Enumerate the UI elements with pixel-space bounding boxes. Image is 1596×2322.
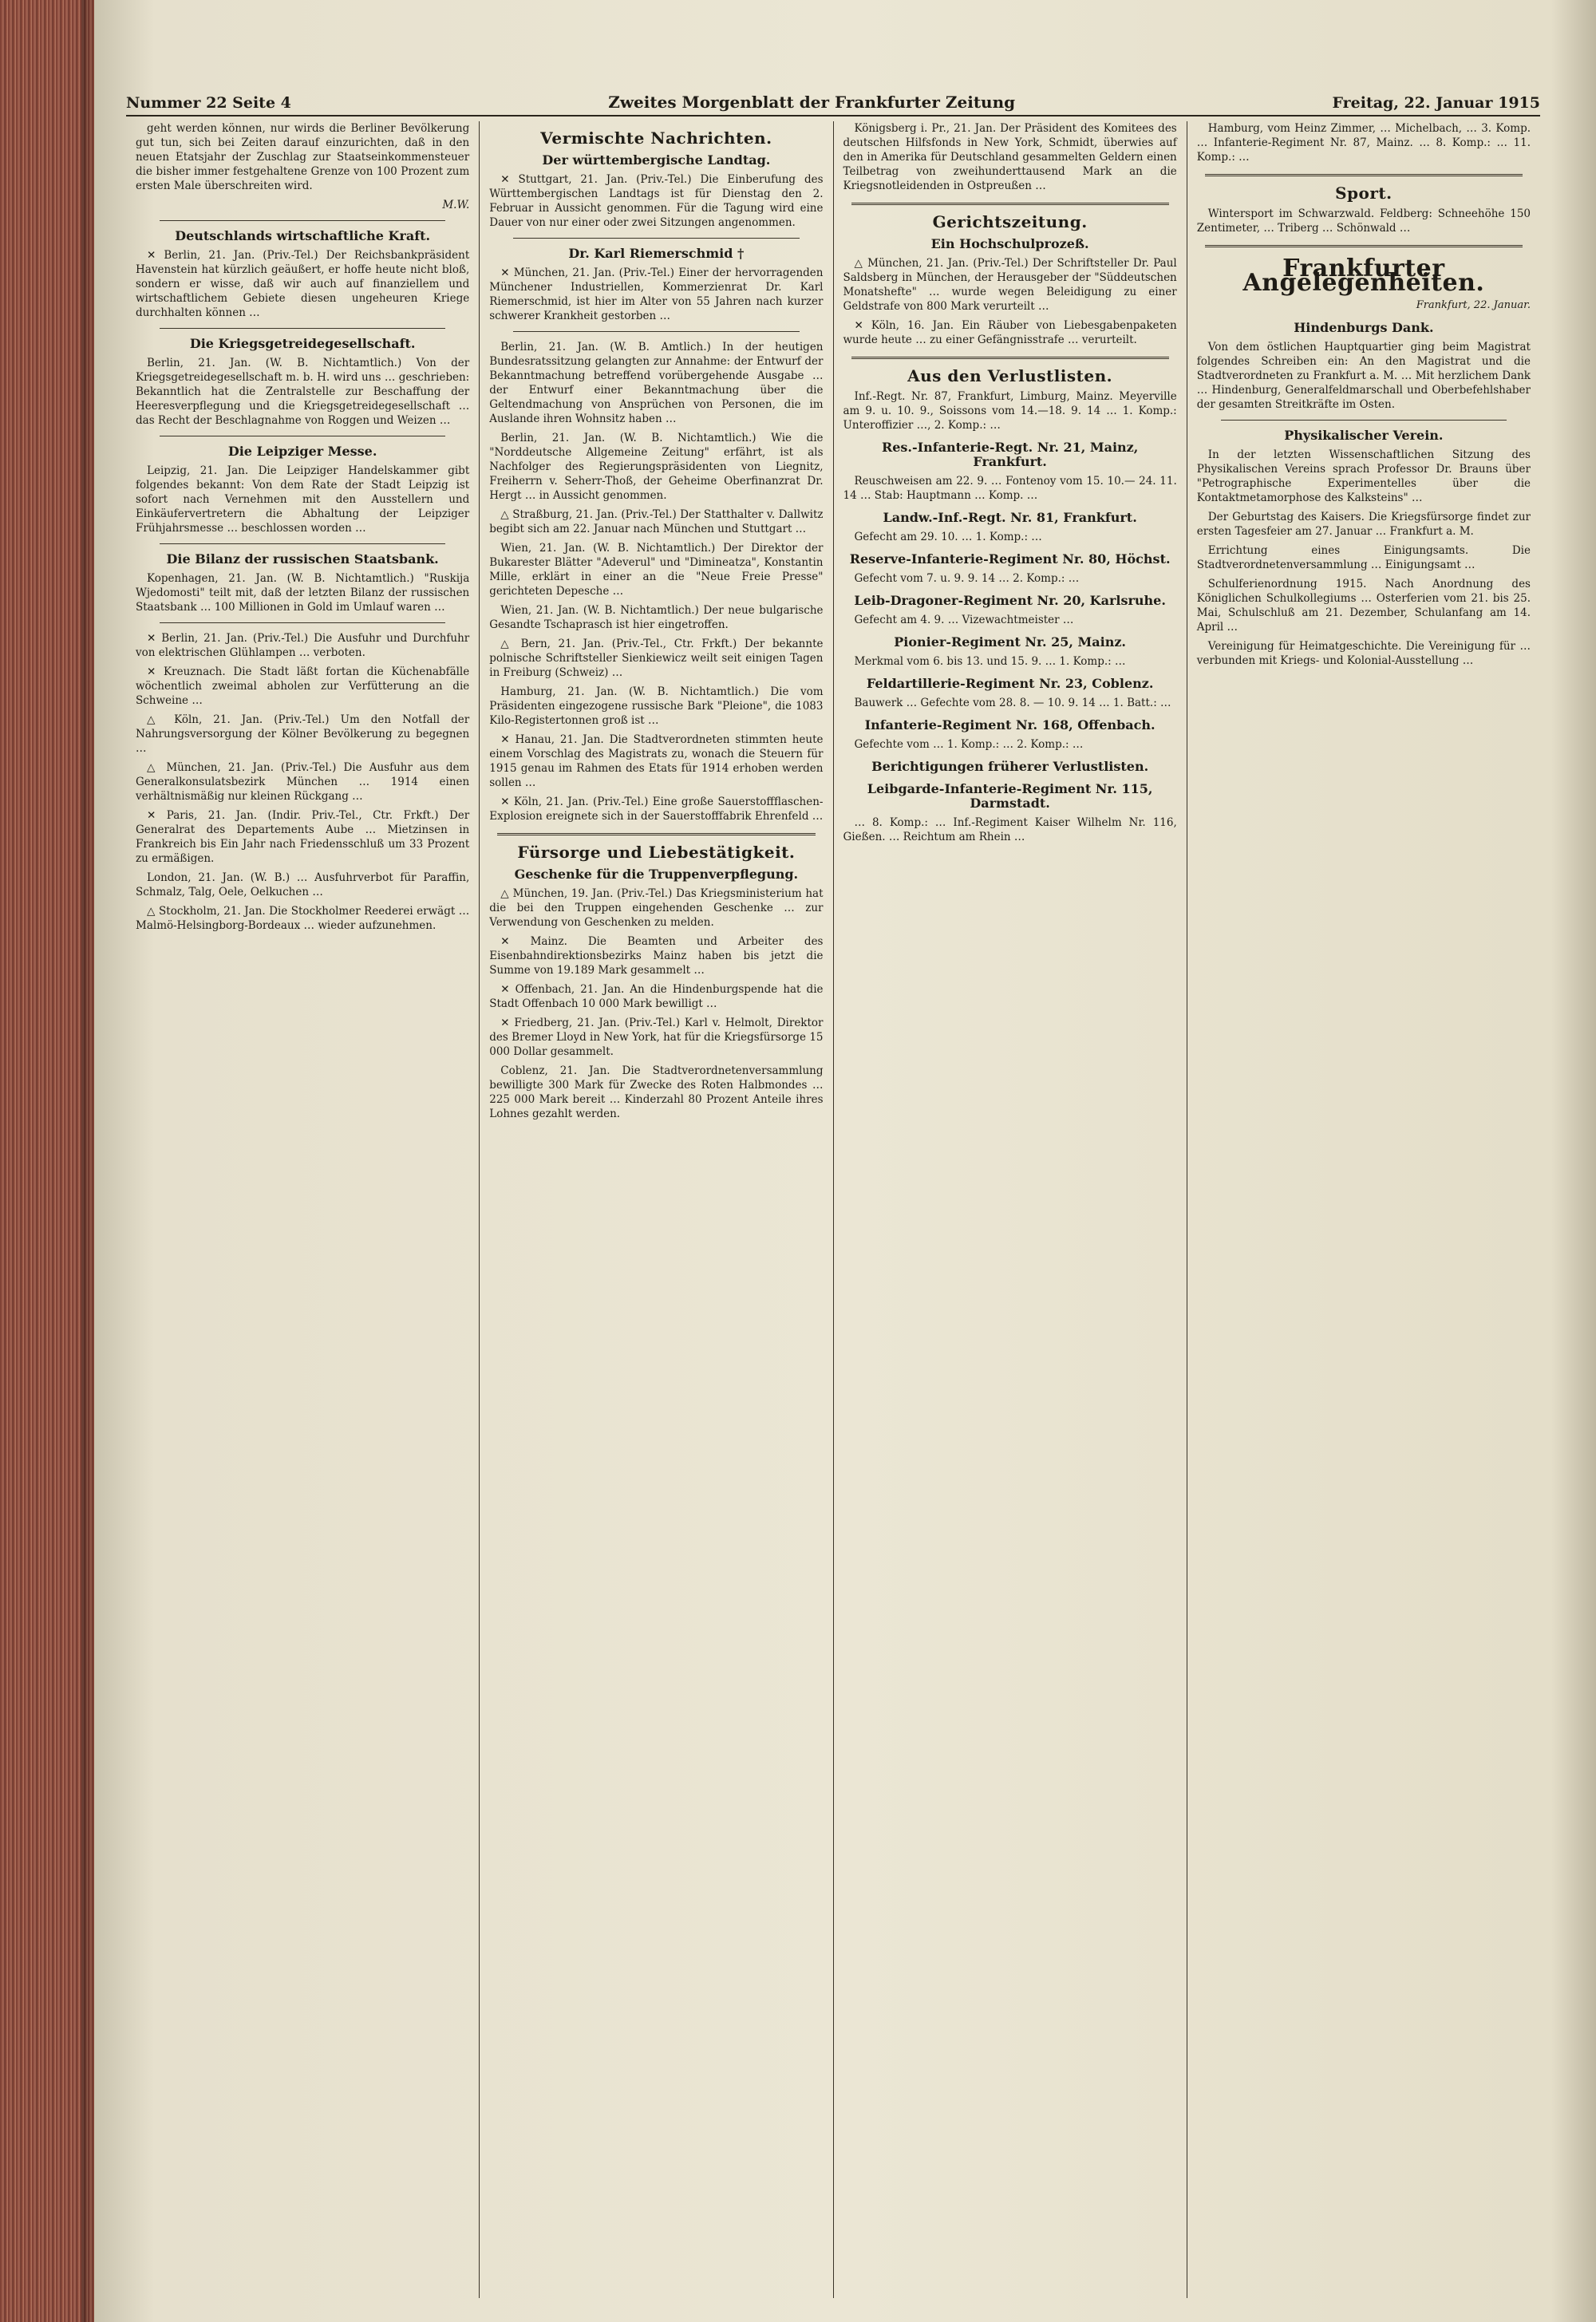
section-title: Aus den Verlustlisten. — [907, 366, 1113, 385]
section-title: Sport. — [1335, 184, 1393, 203]
article-text: Merkmal vom 6. bis 13. und 15. 9. … 1. Komp.: … — [854, 655, 1126, 668]
article-text: △ Straßburg, 21. Jan. (Priv.-Tel.) Der Statthalter v. Dallwitz begibt sich am 22. Januar nach München und Stuttgart … — [489, 508, 824, 535]
divider — [513, 238, 799, 239]
section-heading: Reserve-Infanterie-Regiment Nr. 80, Höchst. — [849, 551, 1171, 567]
article-text: ✕ Hanau, 21. Jan. Die Stadtverordneten stimmten heute einem Vorschlag des Magistrats zu, wonach die Steuern für 1915 genau im Rahmen des Etats für 1914 erhoben werden sollen … — [489, 733, 824, 789]
article-text: ✕ Berlin, 21. Jan. (Priv.-Tel.) Die Ausfuhr und Durchfuhr von elektrischen Glühlampen … verboten. — [136, 632, 470, 659]
article-text: Berlin, 21. Jan. (W. B. Nichtamtlich.) Von der Kriegsgetreidegesellschaft m. b. H. wird uns … geschrieben: Bekanntlich hat die Zentralstelle zur Beschaffung der Heeresverpflegung und die Kriegsgetreidegesellschaft … das Recht der Beschlagnahme von Roggen und Weizen … — [136, 357, 470, 427]
book-binding — [0, 0, 94, 2322]
section-heading: Dr. Karl Riemerschmid † — [568, 246, 745, 261]
article-text: Königsberg i. Pr., 21. Jan. Der Präsident des Komitees des deutschen Hilfsfonds in New York, Schmidt, überwies auf den in Amerika für Deutschland gesammelten Geldern einen Teilbetrag von zweihunderttausend Mark an die Kriegsnotleidenden in Ostpreußen … — [843, 122, 1177, 192]
column-3 — [834, 121, 1187, 2298]
article-text: Wien, 21. Jan. (W. B. Nichtamtlich.) Der neue bulgarische Gesandte Tschaprasch ist hier eingetroffen. — [489, 604, 824, 631]
article-text: Hamburg, vom Heinz Zimmer, … Michelbach, … 3. Komp. … Infanterie-Regiment Nr. 87, Mainz. … 8. Komp.: … 11. Komp.: … — [1196, 122, 1531, 164]
article-text: Gefecht am 4. 9. … Vizewachtmeister … — [854, 614, 1074, 626]
article-text: ✕ Paris, 21. Jan. (Indir. Priv.-Tel., Ctr. Frkft.) Der Generalrat des Departements Aube … Mietzinsen in Frankreich bis Ein Jahr nach Friedensschluß um 33 Prozent zu ermäßigen. — [136, 809, 470, 865]
article-text: Gefechte vom … 1. Komp.: … 2. Komp.: … — [854, 738, 1084, 751]
article-text: Von dem östlichen Hauptquartier ging beim Magistrat folgendes Schreiben ein: An den Magistrat und die Stadtverordneten zu Frankfurt a. M. … Mit herzlichem Dank … Hindenburg, Generalfeldmarschall und Oberbefehlshaber der gesamten Streitkräfte im Osten. — [1196, 341, 1531, 411]
column-2 — [480, 121, 833, 2298]
article-text: △ Bern, 21. Jan. (Priv.-Tel., Ctr. Frkft.) Der bekannte polnische Schriftsteller Sienkiewicz weilt seit einigen Tagen in Freiburg (Schweiz) … — [489, 638, 824, 679]
article-text: Bauwerk … Gefechte vom 28. 8. — 10. 9. 14 … 1. Batt.: … — [854, 697, 1171, 709]
article-text: △ München, 21. Jan. (Priv.-Tel.) Die Ausfuhr aus dem Generalkonsulatsbezirk München … 1914 einen verhältnismäßig nur kleinen Rückgang … — [136, 761, 470, 803]
section-heading: Berichtigungen früherer Verlustlisten. — [871, 759, 1149, 774]
article-text: Coblenz, 21. Jan. Die Stadtverordnetenversammlung bewilligte 300 Mark für Zwecke des Roten Halbmondes … 225 000 Mark bereit … Kinderzahl 80 Prozent Anteile ihres Lohnes gezahlt werden. — [489, 1064, 824, 1120]
article-text: … 8. Komp.: … Inf.-Regiment Kaiser Wilhelm Nr. 116, Gießen. … Reichtum am Rhein … — [843, 816, 1177, 843]
article-text: Gefecht vom 7. u. 9. 9. 14 … 2. Komp.: … — [854, 572, 1080, 585]
section-title: Gerichtszeitung. — [932, 212, 1088, 231]
divider — [160, 543, 445, 544]
divider — [851, 203, 1169, 205]
article-text: Vereinigung für Heimatgeschichte. Die Vereinigung für … verbunden mit Kriegs- und Kolonial-Ausstellung … — [1196, 640, 1531, 667]
divider — [513, 331, 799, 332]
section-heading: Deutschlands wirtschaftliche Kraft. — [175, 228, 431, 243]
section-heading: Leibgarde-Infanterie-Regiment Nr. 115, Darmstadt. — [867, 781, 1153, 811]
dateline: Frankfurt, 22. Januar. — [1416, 299, 1531, 311]
article-text: ✕ Offenbach, 21. Jan. An die Hindenburgspende hat die Stadt Offenbach 10 000 Mark bewilligt … — [489, 983, 824, 1010]
section-heading: Pionier-Regiment Nr. 25, Mainz. — [894, 634, 1126, 650]
article-text: Errichtung eines Einigungsamts. Die Stadtverordnetenversammlung … Einigungsamt … — [1196, 544, 1531, 571]
section-heading: Der württembergische Landtag. — [542, 152, 771, 168]
section-heading: Infanterie-Regiment Nr. 168, Offenbach. — [864, 717, 1156, 733]
section-heading: Die Kriegsgetreidegesellschaft. — [189, 336, 416, 351]
article-text: Leipzig, 21. Jan. Die Leipziger Handelskammer gibt folgendes bekannt: Von dem Rate der Stadt Leipzig ist sofort nach Vernehmen mit den Ausstellern und Einkäufervertretern die Abhaltung der Leipziger Frühjahrsmesse … beschlossen worden … — [136, 464, 470, 535]
article-text: Gefecht am 29. 10. … 1. Komp.: … — [854, 531, 1042, 543]
article-text: ✕ Kreuznach. Die Stadt läßt fortan die Küchenabfälle wöchentlich zweimal abholen zur Verfütterung an die Schweine … — [136, 665, 470, 707]
section-heading: Die Bilanz der russischen Staatsbank. — [166, 551, 439, 567]
article-text: ✕ Stuttgart, 21. Jan. (Priv.-Tel.) Die Einberufung des Württembergischen Landtags ist für Dienstag den 2. Februar in Aussicht genommen. Für die Tagung wird eine Dauer von nur einer oder zwei Sitzungen angenommen. — [489, 173, 824, 229]
divider — [497, 833, 815, 835]
section-heading: Feldartillerie-Regiment Nr. 23, Coblenz. — [866, 676, 1154, 691]
divider — [160, 220, 445, 221]
article-text: ✕ Berlin, 21. Jan. (Priv.-Tel.) Der Reichsbankpräsident Havenstein hat kürzlich geäußert, er hoffe heute nicht bloß, sondern er wisse, daß wir auch auf finanziellem und wirtschaftlichem Gebiete diesen ungeheuren Kriege durchhalten können … — [136, 249, 470, 319]
section-heading: Leib-Dragoner-Regiment Nr. 20, Karlsruhe. — [854, 593, 1166, 608]
article-text: Hamburg, 21. Jan. (W. B. Nichtamtlich.) Die vom Präsidenten eingezogene russische Bark "Pleione", die 1083 Kilo-Registertonnen groß ist … — [489, 685, 824, 727]
divider — [160, 328, 445, 329]
article-text: △ München, 21. Jan. (Priv.-Tel.) Der Schriftsteller Dr. Paul Saldsberg in München, der Herausgeber der "Süddeutschen Monatshefte" … wurde wegen Beleidigung zu einer Geldstrafe von 800 Mark verurteilt … — [843, 257, 1177, 313]
author-signature: M.W. — [442, 199, 470, 211]
divider — [1205, 174, 1523, 176]
divider — [851, 357, 1169, 359]
article-text: Inf.-Regt. Nr. 87, Frankfurt, Limburg, Mainz. Meyerville am 9. u. 10. 9., Soissons vom 14.—18. 9. 14 … 1. Komp.: Unteroffizier …, 2. Komp.: … — [843, 390, 1177, 432]
article-text: ✕ Mainz. Die Beamten und Arbeiter des Eisenbahndirektionsbezirks Mainz haben bis jetzt die Summe von 19.189 Mark gesammelt … — [489, 935, 824, 977]
article-text: △ Köln, 21. Jan. (Priv.-Tel.) Um den Notfall der Nahrungsversorgung der Kölner Bevölkerung zu begegnen … — [136, 713, 470, 755]
article-text: Kopenhagen, 21. Jan. (W. B. Nichtamtlich.) "Ruskija Wjedomosti" teilt mit, daß der letzten Bilanz der russischen Staatsbank … 100 Millionen in Gold im Umlauf waren … — [136, 572, 470, 614]
header-date: Freitag, 22. Januar 1915 — [1332, 94, 1540, 112]
page-header — [126, 80, 1540, 116]
article-text: Berlin, 21. Jan. (W. B. Nichtamtlich.) Wie die "Norddeutsche Allgemeine Zeitung" erfährt, ist als Nachfolger des Regierungspräsidenten von Liegnitz, Freiherrn v. Seherr-Thoß, der Geheime Oberfinanzrat Dr. Hergt … in Aussicht genommen. — [489, 432, 824, 502]
newspaper-page — [94, 0, 1596, 2322]
section-heading: Ein Hochschulprozeß. — [930, 236, 1089, 251]
header-masthead: Zweites Morgenblatt der Frankfurter Zeitung — [608, 93, 1016, 112]
section-heading: Geschenke für die Truppenverpflegung. — [514, 867, 799, 882]
section-heading: Die Leipziger Messe. — [227, 444, 377, 459]
divider — [160, 622, 445, 623]
divider — [1221, 420, 1507, 421]
article-text: geht werden können, nur wirds die Berliner Bevölkerung gut tun, sich bei Zeiten darauf einzurichten, daß in den neuen Etatsjahr der Zuschlag zur Staatseinkommensteuer die bisher immer festgehaltene Grenze von 100 Prozent zum ersten Male überschreiten wird. — [136, 122, 470, 192]
article-text: In der letzten Wissenschaftlichen Sitzung des Physikalischen Vereins sprach Professor Dr. Brauns über "Petrographische Experimentelles über die Kontaktmetamorphose des Kalksteins" … — [1196, 448, 1531, 504]
article-text: Berlin, 21. Jan. (W. B. Amtlich.) In der heutigen Bundesratssitzung gelangten zur Annahme: der Entwurf der Bekanntmachung betreffend vorübergehende Ausgabe … der Entwurf einer Bekanntmachung über die Geltendmachung von Ansprüchen von Personen, die im Auslande ihren Wohnsitz haben … — [489, 341, 824, 425]
section-heading: Physikalischer Verein. — [1284, 428, 1444, 443]
divider — [1205, 245, 1523, 247]
section-title: Fürsorge und Liebestätigkeit. — [517, 843, 796, 862]
column-4 — [1187, 121, 1540, 2298]
article-text: Wien, 21. Jan. (W. B. Nichtamtlich.) Der Direktor der Bukarester Blätter "Adeverul" und "Dimineatza", Konstantin Mille, erklärt in einer an die "Neue Freie Presse" gerichteten Depesche … — [489, 542, 824, 598]
article-text: △ München, 19. Jan. (Priv.-Tel.) Das Kriegsministerium hat die bei den Truppen eingehenden Geschenke … zur Verwendung von Geschenken zu melden. — [489, 887, 824, 929]
article-text: Schulferienordnung 1915. Nach Anordnung des Königlichen Schulkollegiums … Osterferien vom 21. bis 25. Mai, Schulschluß am 21. Dezember, Schulanfang am 14. April … — [1196, 578, 1531, 634]
section-heading: Landw.-Inf.-Regt. Nr. 81, Frankfurt. — [883, 510, 1137, 525]
columns — [126, 121, 1540, 2298]
article-text: Reuschweisen am 22. 9. … Fontenoy vom 15. 10.— 24. 11. 14 … Stab: Hauptmann … Komp. … — [843, 475, 1177, 502]
article-text: ✕ Friedberg, 21. Jan. (Priv.-Tel.) Karl v. Helmolt, Direktor des Bremer Lloyd in New York, hat für die Kriegsfürsorge 15 000 Dollar gesammelt. — [489, 1017, 824, 1058]
article-text: Der Geburtstag des Kaisers. Die Kriegsfürsorge findet zur ersten Tagesfeier am 27. Januar … Frankfurt a. M. — [1196, 511, 1531, 538]
article-text: London, 21. Jan. (W. B.) … Ausfuhrverbot für Paraffin, Schmalz, Talg, Oele, Oelkuchen … — [136, 871, 470, 898]
column-1 — [126, 121, 480, 2298]
article-text: ✕ Köln, 21. Jan. (Priv.-Tel.) Eine große Sauerstoffflaschen-Explosion ereignete sich in der Sauerstofffabrik Ehrenfeld … — [489, 796, 824, 823]
article-text: △ Stockholm, 21. Jan. Die Stockholmer Reederei erwägt … Malmö-Helsingborg-Bordeaux … wieder aufzunehmen. — [136, 905, 470, 932]
section-title: Frankfurter Angelegenheiten. — [1242, 255, 1485, 297]
article-text: ✕ Köln, 16. Jan. Ein Räuber von Liebesgabenpaketen wurde heute … zu einer Gefängnisstrafe … verurteilt. — [843, 319, 1177, 346]
article-text: ✕ München, 21. Jan. (Priv.-Tel.) Einer der hervorragenden Münchener Industriellen, Kommerzienrat Dr. Karl Riemerschmid, ist hier im Alter von 55 Jahren nach kurzer schwerer Krankheit gestorben … — [489, 267, 824, 322]
section-heading: Hindenburgs Dank. — [1294, 320, 1434, 335]
header-page-number: Nummer 22 Seite 4 — [126, 94, 291, 112]
section-title: Vermischte Nachrichten. — [540, 128, 772, 148]
section-heading: Res.-Infanterie-Regt. Nr. 21, Mainz, Frankfurt. — [881, 440, 1139, 469]
article-text: Wintersport im Schwarzwald. Feldberg: Schneehöhe 150 Zentimeter, … Triberg … Schönwald … — [1196, 207, 1531, 235]
